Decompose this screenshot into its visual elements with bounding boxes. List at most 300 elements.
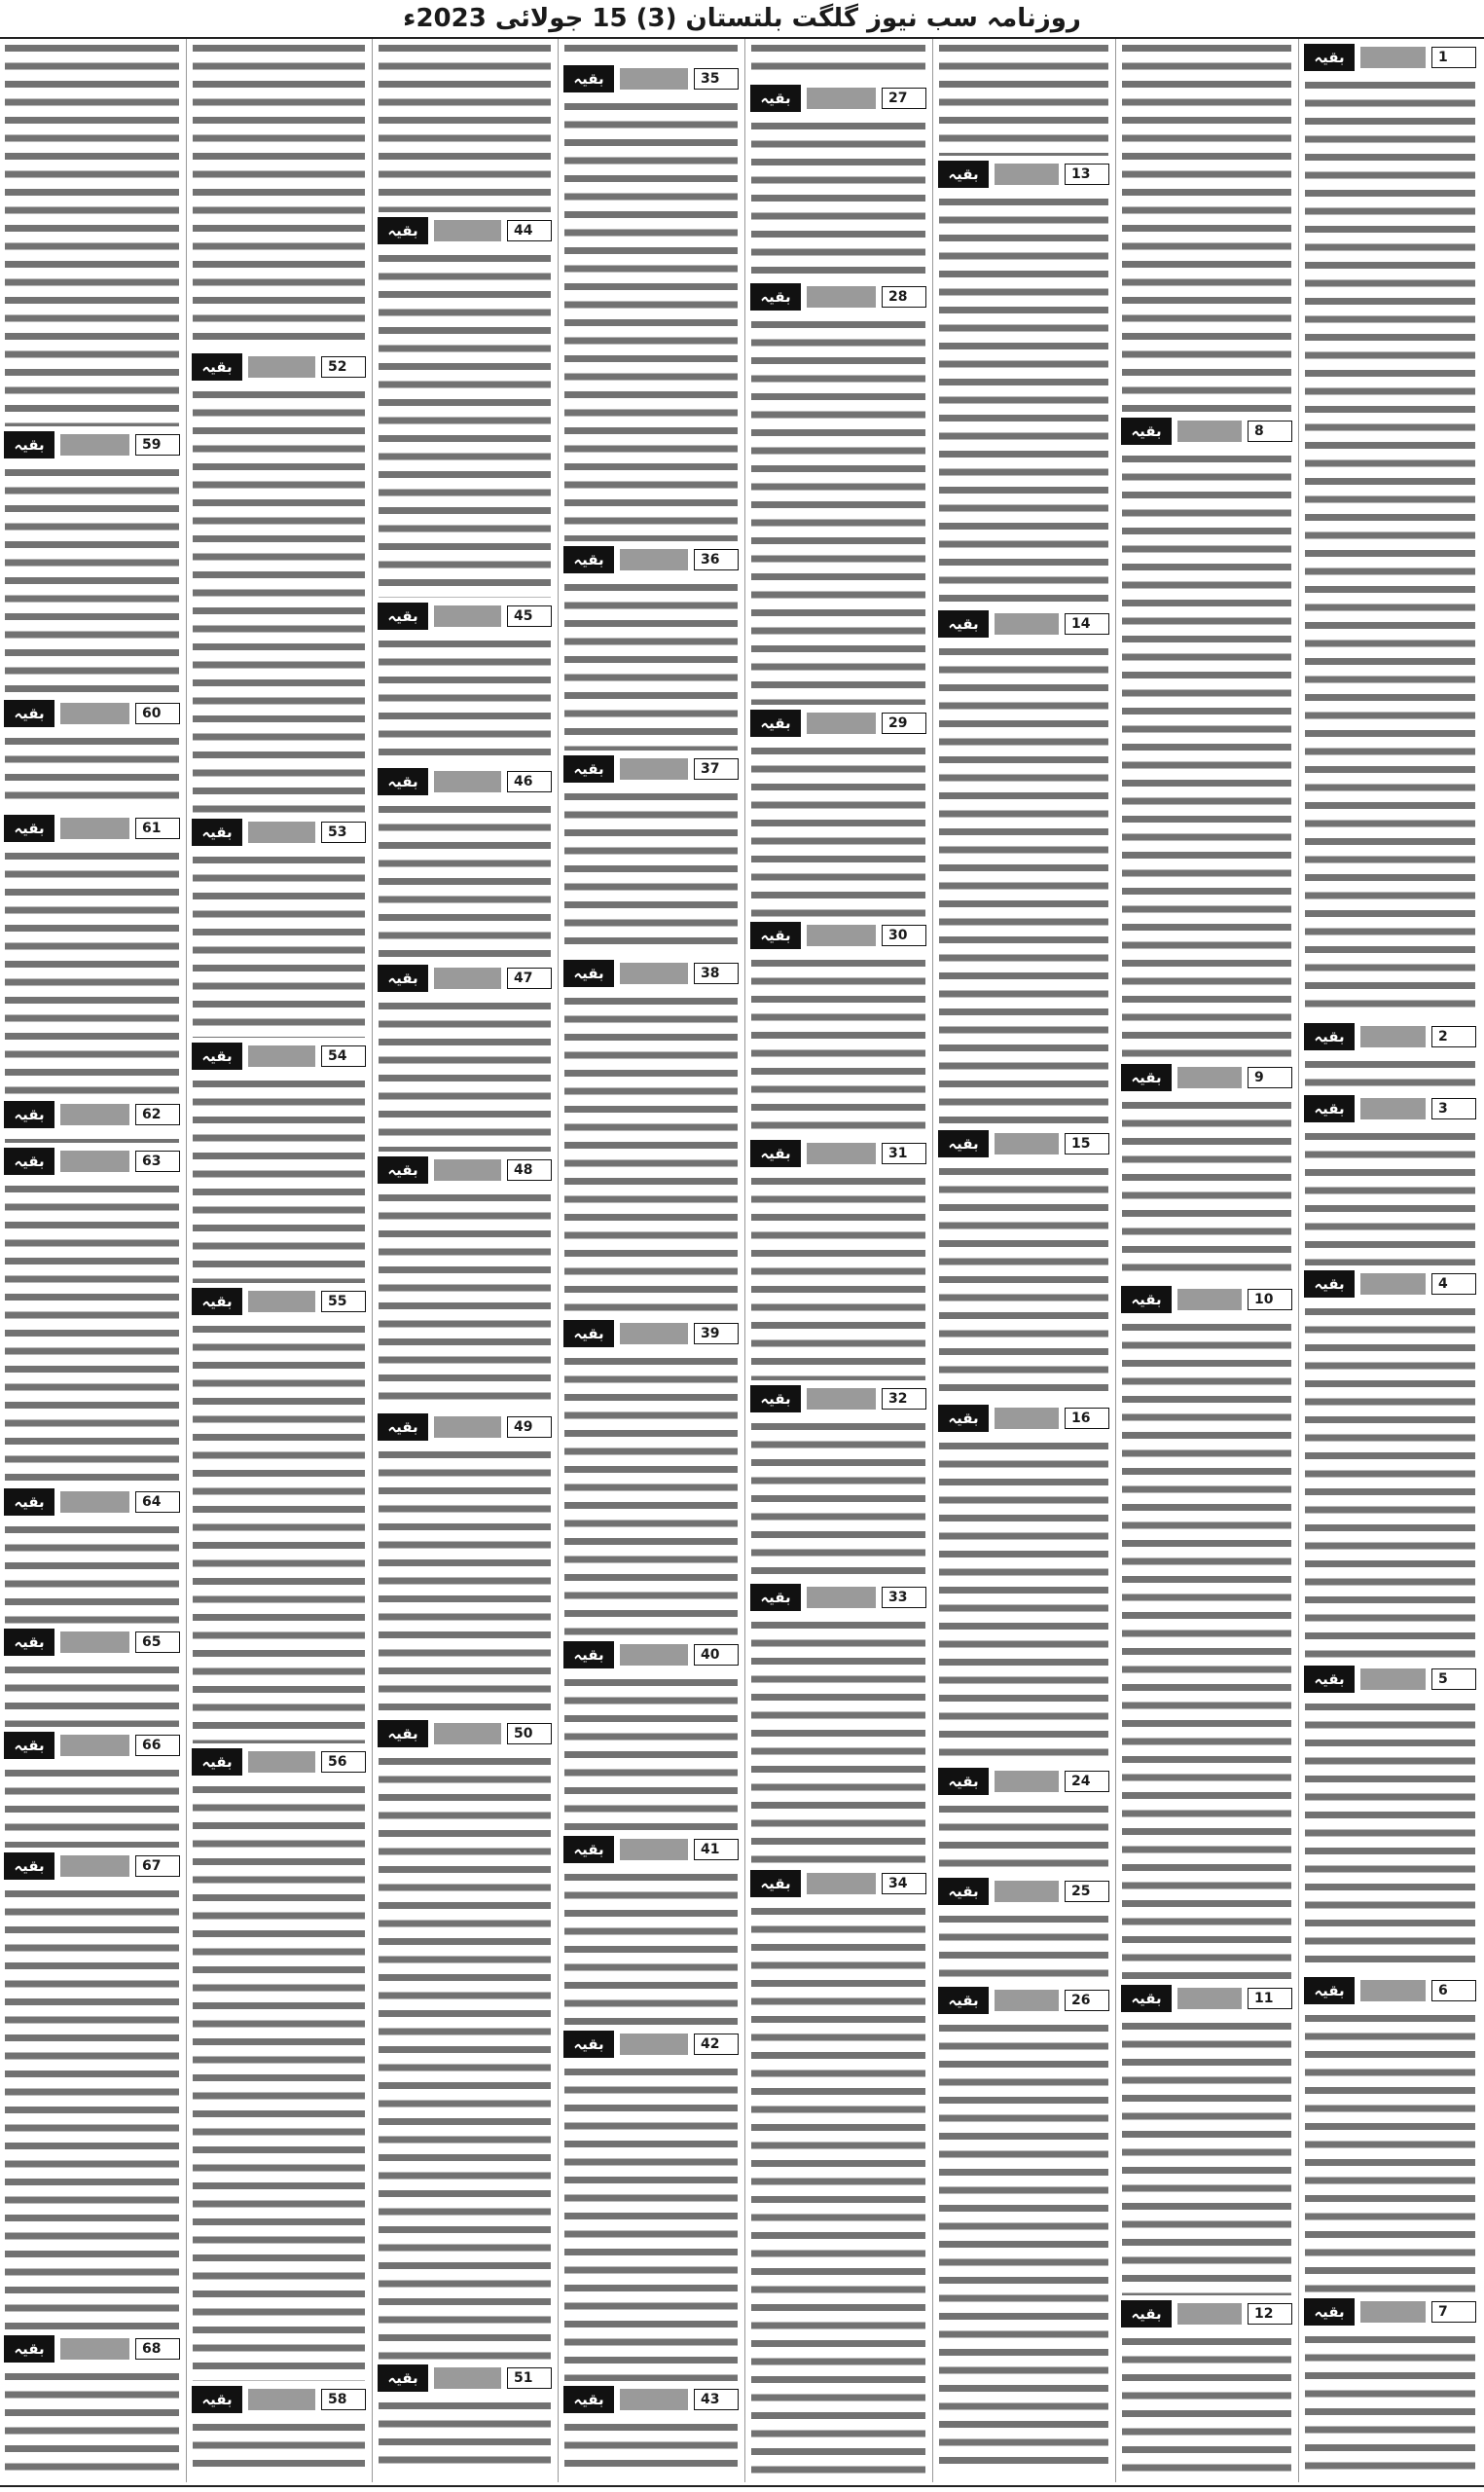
continuation-box (0, 1731, 184, 1760)
continuation-box (746, 709, 930, 738)
gray-band (60, 1631, 129, 1653)
article-text (0, 1182, 184, 1484)
continuation-label: بقیہ (4, 431, 54, 458)
continuation-label: بقیہ (750, 922, 801, 949)
continuation-number: 46 (507, 771, 552, 792)
column-6 (374, 39, 556, 2482)
continuation-number: 35 (694, 68, 739, 90)
gray-band (995, 613, 1059, 635)
continuation-label: بقیہ (750, 710, 801, 737)
continuation-number: 28 (882, 286, 926, 308)
continuation-box (188, 2385, 370, 2414)
gray-band (807, 1873, 876, 1894)
article-text (374, 251, 556, 598)
continuation-number: 55 (321, 1291, 366, 1312)
continuation-label: بقیہ (1304, 1023, 1355, 1050)
continuation-label: بقیہ (378, 603, 428, 630)
gray-band (620, 2389, 688, 2410)
article-text (374, 999, 556, 1152)
continuation-box (746, 1384, 930, 1413)
gray-band (620, 2034, 688, 2055)
continuation-box (560, 1640, 742, 1669)
continuation-label: بقیہ (563, 960, 614, 987)
article-text (1300, 78, 1480, 1018)
continuation-number: 42 (694, 2034, 739, 2055)
continuation-label: بقیہ (192, 1288, 242, 1315)
continuation-label: بقیہ (192, 353, 242, 381)
article-text (0, 1766, 184, 1848)
continuation-label: بقیہ (563, 65, 614, 92)
gray-band (248, 822, 315, 843)
continuation-box (374, 964, 556, 993)
gray-band (1360, 1098, 1426, 1119)
gray-band (434, 1159, 501, 1181)
column-rule (932, 39, 933, 2482)
continuation-label: بقیہ (750, 1385, 801, 1412)
article-text (1117, 2334, 1296, 2474)
article-text (1117, 1320, 1296, 1980)
continuation-box (374, 2364, 556, 2393)
continuation-number: 68 (135, 2338, 180, 2360)
continuation-number: 25 (1065, 1881, 1109, 1902)
article-text (746, 744, 930, 917)
article-text (746, 1904, 930, 2474)
article-text (188, 41, 370, 348)
article-text (374, 1191, 556, 1409)
continuation-number: 47 (507, 968, 552, 989)
continuation-label: بقیہ (1304, 1666, 1355, 1693)
article-text (560, 99, 742, 541)
continuation-box (1300, 1976, 1480, 2005)
column-rule (1115, 39, 1116, 2482)
continuation-number: 32 (882, 1388, 926, 1410)
continuation-label: بقیہ (378, 2364, 428, 2392)
continuation-label: بقیہ (750, 283, 801, 311)
continuation-box (746, 1583, 930, 1612)
page-grid (0, 39, 1484, 2482)
continuation-label: بقیہ (192, 1043, 242, 1070)
article-text (1117, 1098, 1296, 1281)
gray-band (620, 963, 688, 984)
gray-band (434, 2367, 501, 2389)
gray-band (807, 88, 876, 109)
continuation-number: 31 (882, 1143, 926, 1164)
continuation-label: بقیہ (1304, 2298, 1355, 2326)
gray-band (60, 2338, 129, 2360)
continuation-label: بقیہ (4, 1488, 54, 1516)
gray-band (807, 1143, 876, 1164)
article-text (188, 1322, 370, 1743)
gray-band (60, 703, 129, 724)
continuation-box (934, 1986, 1113, 2015)
continuation-box (0, 814, 184, 843)
continuation-label: بقیہ (938, 1130, 989, 1157)
article-text (1117, 41, 1296, 413)
continuation-box (746, 1869, 930, 1898)
gray-band (1360, 1273, 1426, 1295)
gray-band (60, 1151, 129, 1172)
continuation-box (374, 216, 556, 245)
continuation-label: بقیہ (563, 2386, 614, 2413)
article-text (374, 1754, 556, 2360)
article-text (560, 789, 742, 955)
gray-band (620, 1644, 688, 1666)
continuation-label: بقیہ (378, 1413, 428, 1441)
article-text (374, 41, 556, 212)
article-text (746, 1174, 930, 1380)
article-text (934, 1912, 1113, 1982)
gray-band (1360, 47, 1426, 68)
article-text (560, 2420, 742, 2474)
continuation-label: بقیہ (938, 1405, 989, 1432)
continuation-box (374, 767, 556, 796)
continuation-label: بقیہ (378, 768, 428, 795)
gray-band (1177, 2303, 1242, 2325)
continuation-box (374, 602, 556, 631)
continuation-label: بقیہ (1304, 1095, 1355, 1122)
continuation-number: 37 (694, 758, 739, 780)
continuation-number: 53 (321, 822, 366, 843)
gray-band (995, 1881, 1059, 1902)
continuation-box (0, 1851, 184, 1881)
article-text (0, 734, 184, 810)
gray-band (434, 605, 501, 627)
gray-band (1360, 1026, 1426, 1047)
article-text (0, 1135, 184, 1143)
masthead-title: روزنامہ سب نیوز گلگت بلتستان (3) 15 جولائی 2023ء (403, 4, 1081, 33)
gray-band (807, 1587, 876, 1608)
gray-band (995, 1990, 1059, 2011)
gray-band (434, 771, 501, 792)
article-text (934, 1439, 1113, 1763)
continuation-number: 7 (1431, 2301, 1476, 2323)
gray-band (807, 925, 876, 946)
column-8 (0, 39, 184, 2482)
continuation-box (0, 1487, 184, 1517)
continuation-label: بقیہ (938, 1878, 989, 1905)
continuation-label: بقیہ (563, 546, 614, 573)
gray-band (60, 434, 129, 456)
continuation-number: 27 (882, 88, 926, 109)
continuation-label: بقیہ (4, 1852, 54, 1880)
gray-band (248, 1045, 315, 1067)
continuation-number: 54 (321, 1045, 366, 1067)
continuation-box (934, 1767, 1113, 1796)
continuation-box (746, 84, 930, 113)
continuation-label: بقیہ (1304, 1270, 1355, 1298)
continuation-box (0, 1147, 184, 1176)
continuation-number: 26 (1065, 1990, 1109, 2011)
continuation-number: 67 (135, 1855, 180, 1877)
continuation-label: بقیہ (4, 2335, 54, 2363)
gray-band (434, 220, 501, 241)
continuation-label: بقیہ (750, 1584, 801, 1611)
gray-band (620, 1323, 688, 1344)
continuation-box (0, 1628, 184, 1657)
continuation-label: بقیہ (938, 610, 989, 638)
gray-band (620, 549, 688, 570)
continuation-box (746, 921, 930, 950)
continuation-number: 16 (1065, 1408, 1109, 1429)
continuation-number: 66 (135, 1735, 180, 1756)
continuation-number: 11 (1248, 1988, 1292, 2009)
article-text (1117, 2019, 1296, 2295)
continuation-label: بقیہ (378, 1156, 428, 1184)
article-text (0, 2369, 184, 2474)
article-text (934, 41, 1113, 156)
continuation-box (374, 1412, 556, 1442)
continuation-number: 51 (507, 2367, 552, 2389)
article-text (188, 1077, 370, 1283)
continuation-box (934, 160, 1113, 189)
gray-band (620, 758, 688, 780)
gray-band (60, 1491, 129, 1513)
continuation-number: 45 (507, 605, 552, 627)
column-rule (558, 39, 559, 2482)
continuation-box (0, 1100, 184, 1129)
article-text (1117, 452, 1296, 1059)
continuation-number: 14 (1065, 613, 1109, 635)
continuation-box (374, 1155, 556, 1185)
continuation-label: بقیہ (4, 815, 54, 842)
continuation-box (560, 545, 742, 574)
article-text (934, 644, 1113, 1125)
continuation-label: بقیہ (1121, 418, 1172, 445)
gray-band (60, 1104, 129, 1125)
continuation-label: بقیہ (4, 1148, 54, 1175)
continuation-box (188, 1747, 370, 1777)
continuation-label: بقیہ (563, 2031, 614, 2058)
continuation-box (1300, 1094, 1480, 1123)
article-text (1300, 1057, 1480, 1090)
continuation-label: بقیہ (192, 1748, 242, 1776)
continuation-number: 60 (135, 703, 180, 724)
gray-band (620, 68, 688, 90)
gray-band (1177, 1067, 1242, 1088)
article-text (746, 956, 930, 1135)
gray-band (995, 1408, 1059, 1429)
continuation-number: 1 (1431, 47, 1476, 68)
continuation-box (746, 1139, 930, 1168)
gray-band (807, 713, 876, 734)
continuation-box (560, 64, 742, 93)
continuation-number: 34 (882, 1873, 926, 1894)
continuation-number: 44 (507, 220, 552, 241)
gray-band (1177, 1289, 1242, 1310)
continuation-label: بقیہ (4, 1629, 54, 1656)
continuation-label: بقیہ (750, 1870, 801, 1897)
continuation-label: بقیہ (192, 2386, 242, 2413)
column-7 (188, 39, 370, 2482)
continuation-number: 43 (694, 2389, 739, 2410)
gray-band (434, 1416, 501, 1438)
article-text (188, 387, 370, 814)
gray-band (60, 1855, 129, 1877)
gray-band (807, 286, 876, 308)
continuation-number: 12 (1248, 2303, 1292, 2325)
continuation-box (560, 754, 742, 784)
article-text (188, 2420, 370, 2474)
continuation-box (746, 282, 930, 312)
gray-band (434, 1723, 501, 1744)
continuation-number: 49 (507, 1416, 552, 1438)
article-text (0, 465, 184, 695)
gray-band (1360, 1980, 1426, 2001)
continuation-number: 33 (882, 1587, 926, 1608)
continuation-label: بقیہ (938, 161, 989, 188)
continuation-label: بقیہ (4, 700, 54, 727)
continuation-label: بقیہ (1121, 1064, 1172, 1091)
continuation-label: بقیہ (1121, 1286, 1172, 1313)
continuation-number: 62 (135, 1104, 180, 1125)
continuation-label: بقیہ (563, 1641, 614, 1668)
continuation-label: بقیہ (378, 965, 428, 992)
continuation-label: بقیہ (1304, 44, 1355, 71)
continuation-label: بقیہ (1121, 1985, 1172, 2012)
continuation-label: بقیہ (563, 755, 614, 783)
continuation-number: 63 (135, 1151, 180, 1172)
continuation-number: 48 (507, 1159, 552, 1181)
article-text (560, 1354, 742, 1636)
gray-band (434, 968, 501, 989)
continuation-box (1117, 2299, 1296, 2328)
gray-band (995, 164, 1059, 185)
gray-band (248, 356, 315, 378)
article-text (746, 119, 930, 278)
gray-band (620, 1839, 688, 1860)
continuation-box (934, 1404, 1113, 1433)
continuation-number: 58 (321, 2389, 366, 2410)
column-rule (186, 39, 187, 2482)
continuation-box (560, 2030, 742, 2059)
continuation-number: 41 (694, 1839, 739, 1860)
continuation-number: 61 (135, 818, 180, 839)
continuation-number: 8 (1248, 421, 1292, 442)
article-text (934, 2021, 1113, 2474)
gray-band (60, 1735, 129, 1756)
article-text (374, 2399, 556, 2474)
continuation-label: بقیہ (563, 1320, 614, 1347)
continuation-number: 29 (882, 713, 926, 734)
column-3 (934, 39, 1113, 2482)
column-2 (1117, 39, 1296, 2482)
column-1 (1300, 39, 1480, 2482)
continuation-number: 30 (882, 925, 926, 946)
continuation-label: بقیہ (192, 819, 242, 846)
continuation-label: بقیہ (4, 1732, 54, 1759)
article-text (374, 802, 556, 960)
continuation-box (1300, 1665, 1480, 1694)
article-text (934, 1164, 1113, 1400)
continuation-box (0, 2334, 184, 2364)
continuation-number: 2 (1431, 1026, 1476, 1047)
gray-band (1360, 2301, 1426, 2323)
continuation-label: بقیہ (4, 1101, 54, 1128)
continuation-number: 59 (135, 434, 180, 456)
continuation-box (1300, 43, 1480, 72)
continuation-number: 4 (1431, 1273, 1476, 1295)
continuation-number: 5 (1431, 1668, 1476, 1690)
continuation-number: 39 (694, 1323, 739, 1344)
continuation-box (188, 352, 370, 382)
gray-band (1360, 1668, 1426, 1690)
article-text (1300, 2332, 1480, 2474)
continuation-box (188, 1042, 370, 1071)
column-rule (372, 39, 373, 2482)
continuation-label: بقیہ (1304, 1977, 1355, 2004)
continuation-number: 38 (694, 963, 739, 984)
footer-rule (0, 2485, 1484, 2487)
article-text (560, 41, 742, 60)
continuation-box (934, 1129, 1113, 1158)
continuation-box (934, 1877, 1113, 1906)
continuation-number: 36 (694, 549, 739, 570)
article-text (560, 2065, 742, 2381)
continuation-label: بقیہ (563, 1836, 614, 1863)
gray-band (60, 818, 129, 839)
continuation-number: 6 (1431, 1980, 1476, 2001)
article-text (746, 1419, 930, 1579)
article-text (560, 580, 742, 751)
column-rule (744, 39, 745, 2482)
article-text (560, 1675, 742, 1831)
continuation-box (560, 1835, 742, 1864)
column-4 (746, 39, 930, 2482)
column-rule (1298, 39, 1299, 2482)
continuation-label: بقیہ (1121, 2300, 1172, 2327)
continuation-number: 3 (1431, 1098, 1476, 1119)
article-text (1300, 2011, 1480, 2293)
continuation-number: 13 (1065, 164, 1109, 185)
continuation-box (1117, 1063, 1296, 1092)
continuation-box (1117, 1285, 1296, 1314)
article-text (0, 849, 184, 1096)
continuation-label: بقیہ (938, 1987, 989, 2014)
article-text (934, 195, 1113, 605)
article-text (374, 1448, 556, 1715)
gray-band (995, 1771, 1059, 1792)
article-text (746, 1618, 930, 1865)
gray-band (248, 1751, 315, 1773)
article-text (188, 853, 370, 1038)
continuation-box (188, 818, 370, 847)
continuation-number: 52 (321, 356, 366, 378)
continuation-box (1117, 417, 1296, 446)
continuation-box (188, 1287, 370, 1316)
gray-band (248, 1291, 315, 1312)
continuation-box (0, 430, 184, 459)
article-text (0, 1522, 184, 1624)
article-text (746, 41, 930, 80)
continuation-box (560, 2385, 742, 2414)
article-text (1300, 1700, 1480, 1972)
continuation-number: 9 (1248, 1067, 1292, 1088)
continuation-label: بقیہ (750, 85, 801, 112)
continuation-box (560, 959, 742, 988)
continuation-box (374, 1719, 556, 1748)
gray-band (995, 1133, 1059, 1154)
continuation-box (0, 699, 184, 728)
article-text (1300, 1129, 1480, 1265)
article-text (374, 637, 556, 763)
continuation-box (1300, 1022, 1480, 1051)
continuation-number: 15 (1065, 1133, 1109, 1154)
continuation-number: 40 (694, 1644, 739, 1666)
continuation-box (1300, 2297, 1480, 2327)
continuation-box (1117, 1984, 1296, 2013)
continuation-label: بقیہ (938, 1768, 989, 1795)
article-text (0, 1887, 184, 2330)
